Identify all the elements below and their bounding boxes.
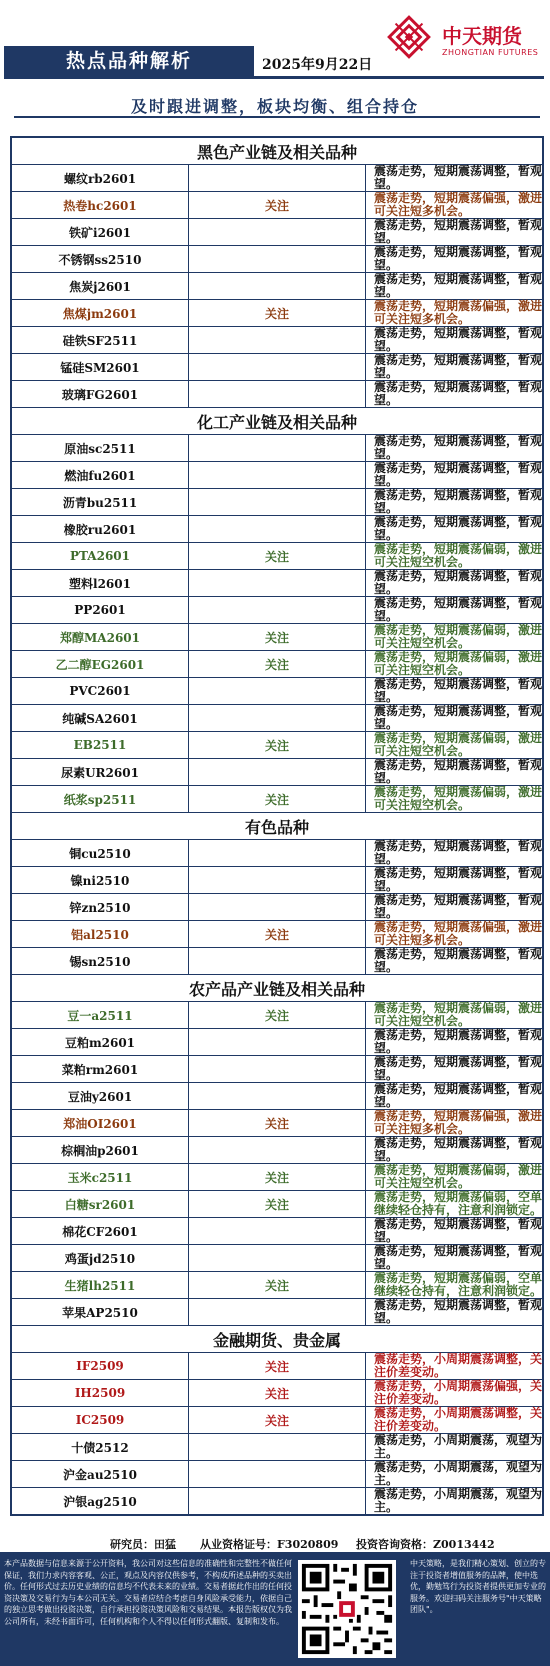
focus-tag: 关注 <box>189 1380 366 1407</box>
focus-tag <box>189 1137 366 1164</box>
table-row <box>12 867 543 894</box>
focus-tag <box>189 570 366 597</box>
focus-tag: 关注 <box>189 1110 366 1137</box>
focus-tag: 关注 <box>189 1272 366 1299</box>
table-row <box>12 651 543 678</box>
contract-name: 菜粕rm2601 <box>12 1056 189 1083</box>
section-header <box>12 813 543 840</box>
focus-tag: 关注 <box>189 1407 366 1434</box>
analysis-comment: 震荡走势，短期震荡调整，暂观望。 <box>366 435 543 462</box>
analysis-comment: 震荡走势，短期震荡调整，暂观望。 <box>366 1218 543 1245</box>
contract-name: 郑醇MA2601 <box>12 624 189 651</box>
contract-name: 沪银ag2510 <box>12 1488 189 1515</box>
focus-tag <box>189 1056 366 1083</box>
table-row <box>12 1380 543 1407</box>
contract-name: 棉花CF2601 <box>12 1218 189 1245</box>
analysis-comment: 震荡走势，短期震荡偏弱，空单继续轻仓持有，注意利润锁定。 <box>366 1191 543 1218</box>
table-row <box>12 1434 543 1461</box>
report-slogan: 及时跟进调整，板块均衡、组合持仓 <box>130 97 419 116</box>
analysis-comment: 震荡走势，短期震荡偏强，激进可关注短多机会。 <box>366 921 543 948</box>
focus-tag <box>189 840 366 867</box>
focus-tag <box>189 1218 366 1245</box>
focus-tag <box>189 759 366 786</box>
analysis-comment: 震荡走势，短期震荡偏强，激进可关注短多机会。 <box>366 1110 543 1137</box>
table-row <box>12 246 543 273</box>
analysis-comment: 震荡走势，短期震荡调整，暂观望。 <box>366 678 543 705</box>
contract-name: 焦炭j2601 <box>12 273 189 300</box>
focus-tag: 关注 <box>189 300 366 327</box>
table-row <box>12 462 543 489</box>
focus-tag <box>189 516 366 543</box>
contract-name: 纯碱SA2601 <box>12 705 189 732</box>
logo-chinese-name: 中天期货 <box>442 24 522 48</box>
analysis-comment: 震荡走势，短期震荡调整，暂观望。 <box>366 462 543 489</box>
analysis-comment: 震荡走势，短期震荡调整，暂观望。 <box>366 1029 543 1056</box>
focus-tag <box>189 219 366 246</box>
focus-tag <box>189 1461 366 1488</box>
author-bar <box>0 1534 550 1552</box>
table-row <box>12 381 543 408</box>
table-row <box>12 624 543 651</box>
table-row <box>12 1353 543 1380</box>
table-row <box>12 678 543 705</box>
contract-name: IH2509 <box>12 1380 189 1407</box>
focus-tag <box>189 894 366 921</box>
focus-tag <box>189 327 366 354</box>
analysis-comment: 震荡走势，短期震荡调整，暂观望。 <box>366 1083 543 1110</box>
table-row <box>12 219 543 246</box>
table-row <box>12 705 543 732</box>
logo-emblem-icon <box>386 14 432 60</box>
section-header <box>12 975 543 1002</box>
contract-name: 玻璃FG2601 <box>12 381 189 408</box>
logo-english-name: ZHONGTIAN FUTURES <box>442 48 539 57</box>
analysis-comment: 震荡走势，小周期震荡调整，关注价差变动。 <box>366 1407 543 1434</box>
table-row <box>12 759 543 786</box>
analysis-comment: 震荡走势，短期震荡调整，暂观望。 <box>366 948 543 975</box>
table-row <box>12 948 543 975</box>
table-row <box>12 273 543 300</box>
contract-name: 生猪lh2511 <box>12 1272 189 1299</box>
table-row <box>12 840 543 867</box>
contract-name: 白糖sr2601 <box>12 1191 189 1218</box>
analysis-comment: 震荡走势，短期震荡偏强，激进可关注短多机会。 <box>366 192 543 219</box>
qr-code-graphic <box>298 1560 396 1658</box>
commodity-table <box>11 137 543 1515</box>
focus-tag: 关注 <box>189 786 366 813</box>
focus-tag <box>189 1245 366 1272</box>
contract-name: 豆一a2511 <box>12 1002 189 1029</box>
focus-tag <box>189 705 366 732</box>
contract-name: 硅铁SF2511 <box>12 327 189 354</box>
focus-tag <box>189 462 366 489</box>
table-row <box>12 894 543 921</box>
header-divider <box>4 76 544 79</box>
contract-name: 铜cu2510 <box>12 840 189 867</box>
focus-tag: 关注 <box>189 921 366 948</box>
focus-tag <box>189 1488 366 1515</box>
contract-name: 锡sn2510 <box>12 948 189 975</box>
analysis-comment: 震荡走势，短期震荡调整，暂观望。 <box>366 705 543 732</box>
contract-name: 燃油fu2601 <box>12 462 189 489</box>
table-row <box>12 435 543 462</box>
focus-tag <box>189 246 366 273</box>
section-header <box>12 1326 543 1353</box>
table-row <box>12 1029 543 1056</box>
analysis-comment: 震荡走势，短期震荡调整，暂观望。 <box>366 759 543 786</box>
table-row <box>12 1272 543 1299</box>
report-header <box>0 0 550 92</box>
contract-name: 原油sc2511 <box>12 435 189 462</box>
table-row <box>12 1164 543 1191</box>
contract-name: PVC2601 <box>12 678 189 705</box>
disclaimer-text: 本产品数据与信息来源于公开资料，我公司对这些信息的准确性和完整性不做任何保证，我们力求内容客观、公正，观点及内容仅供参考，不构成所述品种的买卖出价。任何形式过去历史业绩的信息均不代表未来的业绩。交易者据此作出的任何投资决策及交易行为与本公司无关。交易者应结合考虑自身风险承受能力，依据自己的独立思考做出投资决策，自行承担投资决策风险和交易结果。本报告版权仅为我公司所有，未经书面许可，任何机构和个人不得以任何形式翻版、复制和发布。 <box>4 1559 292 1626</box>
table-row <box>12 327 543 354</box>
contract-name: PP2601 <box>12 597 189 624</box>
focus-tag <box>189 867 366 894</box>
analysis-comment: 震荡走势，小周期震荡，观望为主。 <box>366 1488 543 1515</box>
contract-name: 不锈钢ss2510 <box>12 246 189 273</box>
focus-tag <box>189 1029 366 1056</box>
analysis-comment: 震荡走势，短期震荡偏弱，激进可关注短空机会。 <box>366 1164 543 1191</box>
contract-name: 沪金au2510 <box>12 1461 189 1488</box>
table-row <box>12 1110 543 1137</box>
table-row <box>12 1056 543 1083</box>
section-header <box>12 408 543 435</box>
contract-name: 铁矿i2601 <box>12 219 189 246</box>
analysis-comment: 震荡走势，短期震荡偏弱，激进可关注短空机会。 <box>366 732 543 759</box>
focus-tag: 关注 <box>189 1164 366 1191</box>
focus-tag: 关注 <box>189 543 366 570</box>
focus-tag <box>189 165 366 192</box>
analysis-comment: 震荡走势，短期震荡偏弱，激进可关注短空机会。 <box>366 543 543 570</box>
contract-name: 郑油OI2601 <box>12 1110 189 1137</box>
table-row <box>12 516 543 543</box>
analysis-comment: 震荡走势，短期震荡偏弱，激进可关注短空机会。 <box>366 651 543 678</box>
contract-name: EB2511 <box>12 732 189 759</box>
slogan-divider <box>14 116 540 118</box>
table-row <box>12 597 543 624</box>
table-row <box>12 570 543 597</box>
table-row <box>12 1461 543 1488</box>
contract-name: 镍ni2510 <box>12 867 189 894</box>
focus-tag: 关注 <box>189 1191 366 1218</box>
contract-name: 豆粕m2601 <box>12 1029 189 1056</box>
focus-tag <box>189 489 366 516</box>
brand-note-text: 中天策略，是我们精心策划、创立的专注于投资者增值服务的品牌，使中选优，勤勉笃行为投资者提供更加专业的服务。欢迎扫码关注服务号"中天策略团队"。 <box>410 1559 546 1614</box>
table-row <box>12 1245 543 1272</box>
contract-name: IF2509 <box>12 1353 189 1380</box>
analysis-comment: 震荡走势，短期震荡调整，暂观望。 <box>366 1056 543 1083</box>
focus-tag: 关注 <box>189 732 366 759</box>
table-row <box>12 354 543 381</box>
analysis-comment: 震荡走势，短期震荡调整，暂观望。 <box>366 273 543 300</box>
analysis-comment: 震荡走势，短期震荡调整，暂观望。 <box>366 516 543 543</box>
focus-tag <box>189 678 366 705</box>
analysis-comment: 震荡走势，短期震荡调整，暂观望。 <box>366 840 543 867</box>
analysis-comment: 震荡走势，短期震荡调整，暂观望。 <box>366 354 543 381</box>
focus-tag <box>189 1434 366 1461</box>
contract-name: IC2509 <box>12 1407 189 1434</box>
contract-name: 尿素UR2601 <box>12 759 189 786</box>
contract-name: 玉米c2511 <box>12 1164 189 1191</box>
table-row <box>12 921 543 948</box>
contract-name: 沥青bu2511 <box>12 489 189 516</box>
analysis-comment: 震荡走势，小周期震荡偏强，关注价差变动。 <box>366 1380 543 1407</box>
analysis-comment: 震荡走势，短期震荡调整，暂观望。 <box>366 1137 543 1164</box>
table-row <box>12 300 543 327</box>
contract-name: 铝al2510 <box>12 921 189 948</box>
contract-name: 豆油y2601 <box>12 1083 189 1110</box>
table-row <box>12 543 543 570</box>
section-title: 有色品种 <box>12 813 543 840</box>
advisor-license: 投资咨询资格：Z0013442 <box>356 1538 495 1551</box>
focus-tag: 关注 <box>189 624 366 651</box>
focus-tag: 关注 <box>189 651 366 678</box>
analysis-comment: 震荡走势，短期震荡调整，暂观望。 <box>366 327 543 354</box>
table-row <box>12 192 543 219</box>
analysis-comment: 震荡走势，短期震荡调整，暂观望。 <box>366 246 543 273</box>
analysis-comment: 震荡走势，短期震荡偏弱，空单继续轻仓持有，注意利润锁定。 <box>366 1272 543 1299</box>
focus-tag <box>189 273 366 300</box>
company-logo <box>382 14 542 66</box>
table-row <box>12 1191 543 1218</box>
contract-name: 焦煤jm2601 <box>12 300 189 327</box>
section-title: 农产品产业链及相关品种 <box>12 975 543 1002</box>
analysis-comment: 震荡走势，短期震荡调整，暂观望。 <box>366 489 543 516</box>
analysis-comment: 震荡走势，短期震荡偏弱，激进可关注短空机会。 <box>366 786 543 813</box>
focus-tag <box>189 381 366 408</box>
contract-name: 螺纹rb2601 <box>12 165 189 192</box>
focus-tag <box>189 435 366 462</box>
analysis-comment: 震荡走势，短期震荡调整，暂观望。 <box>366 381 543 408</box>
analysis-comment: 震荡走势，小周期震荡，观望为主。 <box>366 1461 543 1488</box>
table-row <box>12 732 543 759</box>
analysis-comment: 震荡走势，短期震荡调整，暂观望。 <box>366 570 543 597</box>
analysis-table <box>10 136 544 1516</box>
section-title: 化工产业链及相关品种 <box>12 408 543 435</box>
analysis-comment: 震荡走势，小周期震荡，观望为主。 <box>366 1434 543 1461</box>
section-title: 黑色产业链及相关品种 <box>12 138 543 165</box>
focus-tag <box>189 597 366 624</box>
table-row <box>12 1002 543 1029</box>
table-row <box>12 1299 543 1326</box>
table-row <box>12 786 543 813</box>
table-row <box>12 1137 543 1164</box>
analysis-comment: 震荡走势，短期震荡偏弱，激进可关注短空机会。 <box>366 1002 543 1029</box>
analysis-comment: 震荡走势，短期震荡偏强，激进可关注短多机会。 <box>366 300 543 327</box>
focus-tag <box>189 1083 366 1110</box>
report-date: 2025年9月22日 <box>262 57 373 73</box>
section-header <box>12 138 543 165</box>
table-row <box>12 1407 543 1434</box>
contract-name: 十债2512 <box>12 1434 189 1461</box>
analysis-comment: 震荡走势，短期震荡调整，暂观望。 <box>366 894 543 921</box>
analysis-comment: 震荡走势，短期震荡偏弱，激进可关注短空机会。 <box>366 624 543 651</box>
table-row <box>12 1488 543 1515</box>
focus-tag <box>189 948 366 975</box>
focus-tag: 关注 <box>189 1353 366 1380</box>
section-title: 金融期货、贵金属 <box>12 1326 543 1353</box>
focus-tag: 关注 <box>189 1002 366 1029</box>
contract-name: PTA2601 <box>12 543 189 570</box>
footer-panel <box>0 1552 550 1666</box>
analysis-comment: 震荡走势，短期震荡调整，暂观望。 <box>366 597 543 624</box>
contract-name: 塑料l2601 <box>12 570 189 597</box>
table-row <box>12 489 543 516</box>
report-title: 热点品种解析 <box>4 46 254 76</box>
analysis-comment: 震荡走势，短期震荡调整，暂观望。 <box>366 1299 543 1326</box>
contract-name: 热卷hc2601 <box>12 192 189 219</box>
contract-name: 鸡蛋jd2510 <box>12 1245 189 1272</box>
focus-tag <box>189 354 366 381</box>
table-row <box>12 1218 543 1245</box>
table-row <box>12 1083 543 1110</box>
focus-tag: 关注 <box>189 192 366 219</box>
table-row <box>12 165 543 192</box>
analysis-comment: 震荡走势，短期震荡调整，暂观望。 <box>366 165 543 192</box>
license-number: 从业资格证号：F3020809 <box>200 1538 339 1551</box>
contract-name: 锌zn2510 <box>12 894 189 921</box>
analysis-comment: 震荡走势，小周期震荡调整，关注价差变动。 <box>366 1353 543 1380</box>
contract-name: 苹果AP2510 <box>12 1299 189 1326</box>
contract-name: 锰硅SM2601 <box>12 354 189 381</box>
focus-tag <box>189 1299 366 1326</box>
analysis-comment: 震荡走势，短期震荡调整，暂观望。 <box>366 1245 543 1272</box>
qr-code-icon[interactable] <box>298 1560 396 1658</box>
contract-name: 棕榈油p2601 <box>12 1137 189 1164</box>
analysis-comment: 震荡走势，短期震荡调整，暂观望。 <box>366 219 543 246</box>
contract-name: 橡胶ru2601 <box>12 516 189 543</box>
researcher-name: 研究员：田猛 <box>110 1538 176 1551</box>
contract-name: 乙二醇EG2601 <box>12 651 189 678</box>
analysis-comment: 震荡走势，短期震荡调整，暂观望。 <box>366 867 543 894</box>
contract-name: 纸浆sp2511 <box>12 786 189 813</box>
